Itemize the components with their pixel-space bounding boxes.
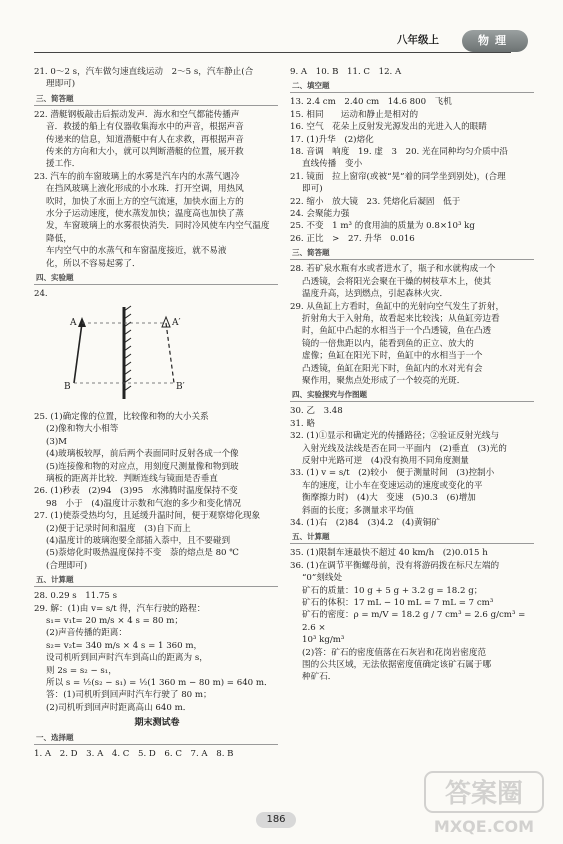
answer-line: 13. 2.4 cm 2.40 cm 14.6 800 飞机 [290,97,452,108]
answer-line: 矿石的质量：10 g + 5 g + 3.2 g = 18.2 g； [302,585,483,596]
section-heading: 三、简答题 [34,94,278,106]
answer-line: 发，车窗玻璃上的水雾很快消失．同时冷风使车内空气温度降低， [46,221,270,244]
answer-line: 27. (1)使萘受热均匀，且延缓升温时间，便于观察熔化现象 [34,511,261,522]
answer-line: 入射光线及法线是否在同一平面内 (2)垂直 (3)光的 [302,443,507,454]
answer-line: s₂= v₂t= 340 m/s × 4 s = 1 360 m， [46,640,203,651]
section-heading: 期末测试卷 [134,718,180,729]
answer-line: 17. (1)升华 (2)熔化 [290,134,374,145]
answer-line: 34. (1)右 (2)84 (3)4.2 (4)黄铜矿 [290,518,440,528]
diagram-label: A′ [172,317,181,328]
watermark-logo [419,768,549,838]
answer-line: 音．救援的船上有仪器收集海水中的声音，根据声音 [46,122,244,133]
answer-line: 虚像；鱼缸在阳光下时，鱼缸中的水相当于一个 [302,351,483,362]
answer-line: 聚作用，聚焦点处形成了一个较亮的光斑． [302,375,466,386]
answer-line: 答：(1)司机听到回声时汽车行驶了 80 m； [46,690,212,701]
answer-line: 璃板的距离并比较．判断连线与镜面是否垂直 [46,473,218,484]
subject-badge: 物理 [462,30,528,52]
answer-line: 22. 潜艇钢板敲击后振动发声．海水和空气都能传播声 [34,109,240,120]
answer-line: 15. 相同 运动和静止是相对的 [290,109,419,120]
page-header [0,30,563,60]
answer-line: 折射角大于入射角，故看起来比较浅；从鱼缸旁边看 [302,313,500,324]
answer-line: 设司机听到回声时汽车到高山的距离为 s， [46,653,208,664]
answer-line: 车内空气中的水蒸气和车窗温度接近，就不易液 [46,246,227,257]
watermark-text: 答案圈 [444,779,524,809]
answer-line: 24. 会聚能力强 [290,209,350,220]
answer-line: (2)答：矿石的密度值落在石灰岩和花岗岩密度范 [302,647,487,658]
answer-line: (2)像和物大小相等 [46,424,119,435]
answer-line: 传来的方向和大小，就可以判断潜艇的位置，展开救 [46,147,244,158]
answer-line: 衡摩擦力时) (4)大 变速 (5)0.3 (6)增加 [302,493,476,504]
answer-line: 16. 空气 花朵上反射发光源发出的光进入人的眼睛 [290,122,487,133]
diagram-label: B′ [176,381,185,392]
answer-line: 所以 s = ½(s₂ − s₁) = ½(1 360 m − 80 m) = 640 m． [46,678,273,689]
answer-line: 矿石的密度：ρ = m/V = 18.2 g / 7 cm³ = 2.6 g/cm³ = 2.6 × [302,610,526,633]
answer-line: 凸透镜，鱼缸在阳光下时，鱼缸内的水对光有会 [302,363,483,374]
answer-line: (4)玻璃板较厚，前后两个表面同时反射各成一个像 [46,449,239,460]
answer-line: (3)M [46,436,67,447]
diagram-label: A [70,317,77,328]
header-rule [34,52,511,53]
answer-line: 30. 乙 3.48 [290,406,343,417]
answer-line: 98 小于 (4)温度计示数和气泡的多少和变化情况 [46,498,241,509]
answer-line: 1. A 2. D 3. A 4. C 5. D 6. C 7. A 8. B [34,749,234,760]
answer-line: (2)便于记录时间和温度 (3)自下而上 [46,523,191,534]
answer-line: 29. 解：(1)由 v= s/t 得，汽车行驶的路程： [34,603,206,614]
answer-line: 23. 汽车的前车窗玻璃上的水雾是汽车内的水蒸气遇冷 [34,171,240,182]
answer-line: (2)声音传播的距离： [46,628,127,639]
answer-line: 传递来的信息，知道潜艇中有人在求救，再根据声音 [46,134,244,145]
answer-line: 斜面的长度；多测量求平均值 [302,505,414,516]
answer-line: 25. 不变 1 m³ 的食用油的质量为 0.8×10³ kg [290,221,475,232]
answer-line: (5)萘熔化时吸热温度保持不变 萘的熔点是 80 ℃ [46,548,239,559]
answer-line: 26. (1)秒表 (2)94 (3)95 水沸腾时温度保持不变 [34,486,238,497]
answer-line: 凸透镜，会将阳光会聚在干燥的树枝草木上，使其 [302,276,492,287]
section-heading: 一、选择题 [34,733,278,745]
object-arrowhead [78,317,86,327]
answer-line: 10³ kg/m³ [302,635,345,646]
answer-line: 反射中光路可逆 (4)没有换用不同角度测量 [302,455,469,466]
section-heading: 五、计算题 [34,575,278,587]
answer-line: 24. [34,289,48,300]
answer-line: 在挡风玻璃上液化形成的小水珠．打开空调，用热风 [46,184,244,195]
answer-line: 36. (1)在调节平衡螺母前，没有将游码拨在标尺左端的 [290,560,500,571]
answer-line: 32. (1)①显示和确定光的传播路径；②验证反射光线与 [290,431,500,442]
answer-line: 18. 音调 响度 19. 虚 3 20. 光在同种均匀介质中沿 [290,147,508,158]
answer-line: 则 2s = s₂ − s₁， [46,665,117,676]
answer-line: 25. (1)确定像的位置，比较像和物的大小关系 [34,411,209,422]
answer-line: 温度升高，达到燃点，引起森林火灾． [302,289,449,300]
image-ab [166,323,174,383]
answer-line: 22. 缩小 放大镜 23. 凭熔化后凝固 低于 [290,196,461,207]
mirror-diagram [54,303,194,403]
answer-line: “0”刻线处 [302,573,343,584]
answer-line: 35. (1)限制车速最快不超过 40 km/h (2)0.015 h [290,548,488,559]
answer-line: 直线传播 变小 [302,159,363,170]
answer-line: 围的公共区域，无法依据密度值确定该矿石属于哪 [302,660,492,671]
section-heading: 二、填空题 [290,81,534,93]
answer-line: 镜的一倍焦距以内，能看到鱼的正立、放大的 [302,338,474,349]
answer-line: 种矿石． [302,672,337,683]
answer-line: 29. 从鱼缸上方看时，鱼缸中的光射向空气发生了折射， [290,301,505,312]
answer-line: s₁= v₁t= 20 m/s × 4 s = 80 m； [46,616,183,626]
diagram-label: B [64,381,71,392]
answer-line: (合理即可) [46,560,88,571]
watermark-url: MXQE.COM [433,817,535,836]
section-heading: 三、简答题 [290,248,534,260]
answer-line: 28. 0.29 s 11.75 s [34,591,118,602]
answer-line: 31. 略 [290,418,315,429]
answer-line: 9. A 10. B 11. C 12. A [290,67,402,77]
answer-line: 时，鱼缸中凸起的水相当于一个凸透镜，鱼在凸透 [302,326,492,337]
page-number: 186 [256,812,296,828]
answer-line: 车的速度，让小车在变速运动的速度或变化的平 [302,480,483,491]
answer-line: (4)温度计的玻璃泡要全部插入萘中，且不要碰到 [46,535,231,546]
answer-line: (5)连接像和物的对应点，用刻度尺测量像和物到玻 [46,461,239,472]
answer-line: 26. 正比 > 27. 升华 0.016 [290,233,415,244]
answer-line: 21. 镜面 拉上窗帘(或被“晃”着的同学坐到别处)，(合理 [290,171,506,182]
answer-line: 援工作． [46,159,81,170]
answer-line: 水分子运动速度，使水蒸发加快；温度高也加快了蒸 [46,209,244,220]
answer-line: 吹时，加快了水面上方的空气流速，加快水面上方的 [46,196,244,207]
answer-line: 28. 若矿泉水瓶有水或者进水了，瓶子和水就构成一个 [290,264,496,275]
answer-line: 33. (1) v = s/t (2)较小 便于测量时间 (3)控制小 [290,468,495,479]
section-heading: 四、实验题 [34,273,278,285]
object-ab [74,323,82,383]
answer-line: 矿石的体积：17 mL − 10 mL = 7 mL = 7 cm³ [302,598,494,609]
grade-label: 八年级上 [397,34,439,46]
right-column [290,66,534,684]
left-column [34,66,278,761]
answer-line: (2)司机听到回声时距离高山 640 m． [46,702,192,713]
answer-line: 化，所以不容易起雾了． [46,258,141,269]
section-heading: 四、实验探究与作图题 [290,390,534,402]
answer-line: 理即可) [46,79,76,90]
answer-line: 21. 0～2 s，汽车做匀速直线运动 2～5 s，汽车静止(合 [34,67,254,77]
answer-line: 即可) [302,184,323,195]
section-heading: 五、计算题 [290,532,534,544]
